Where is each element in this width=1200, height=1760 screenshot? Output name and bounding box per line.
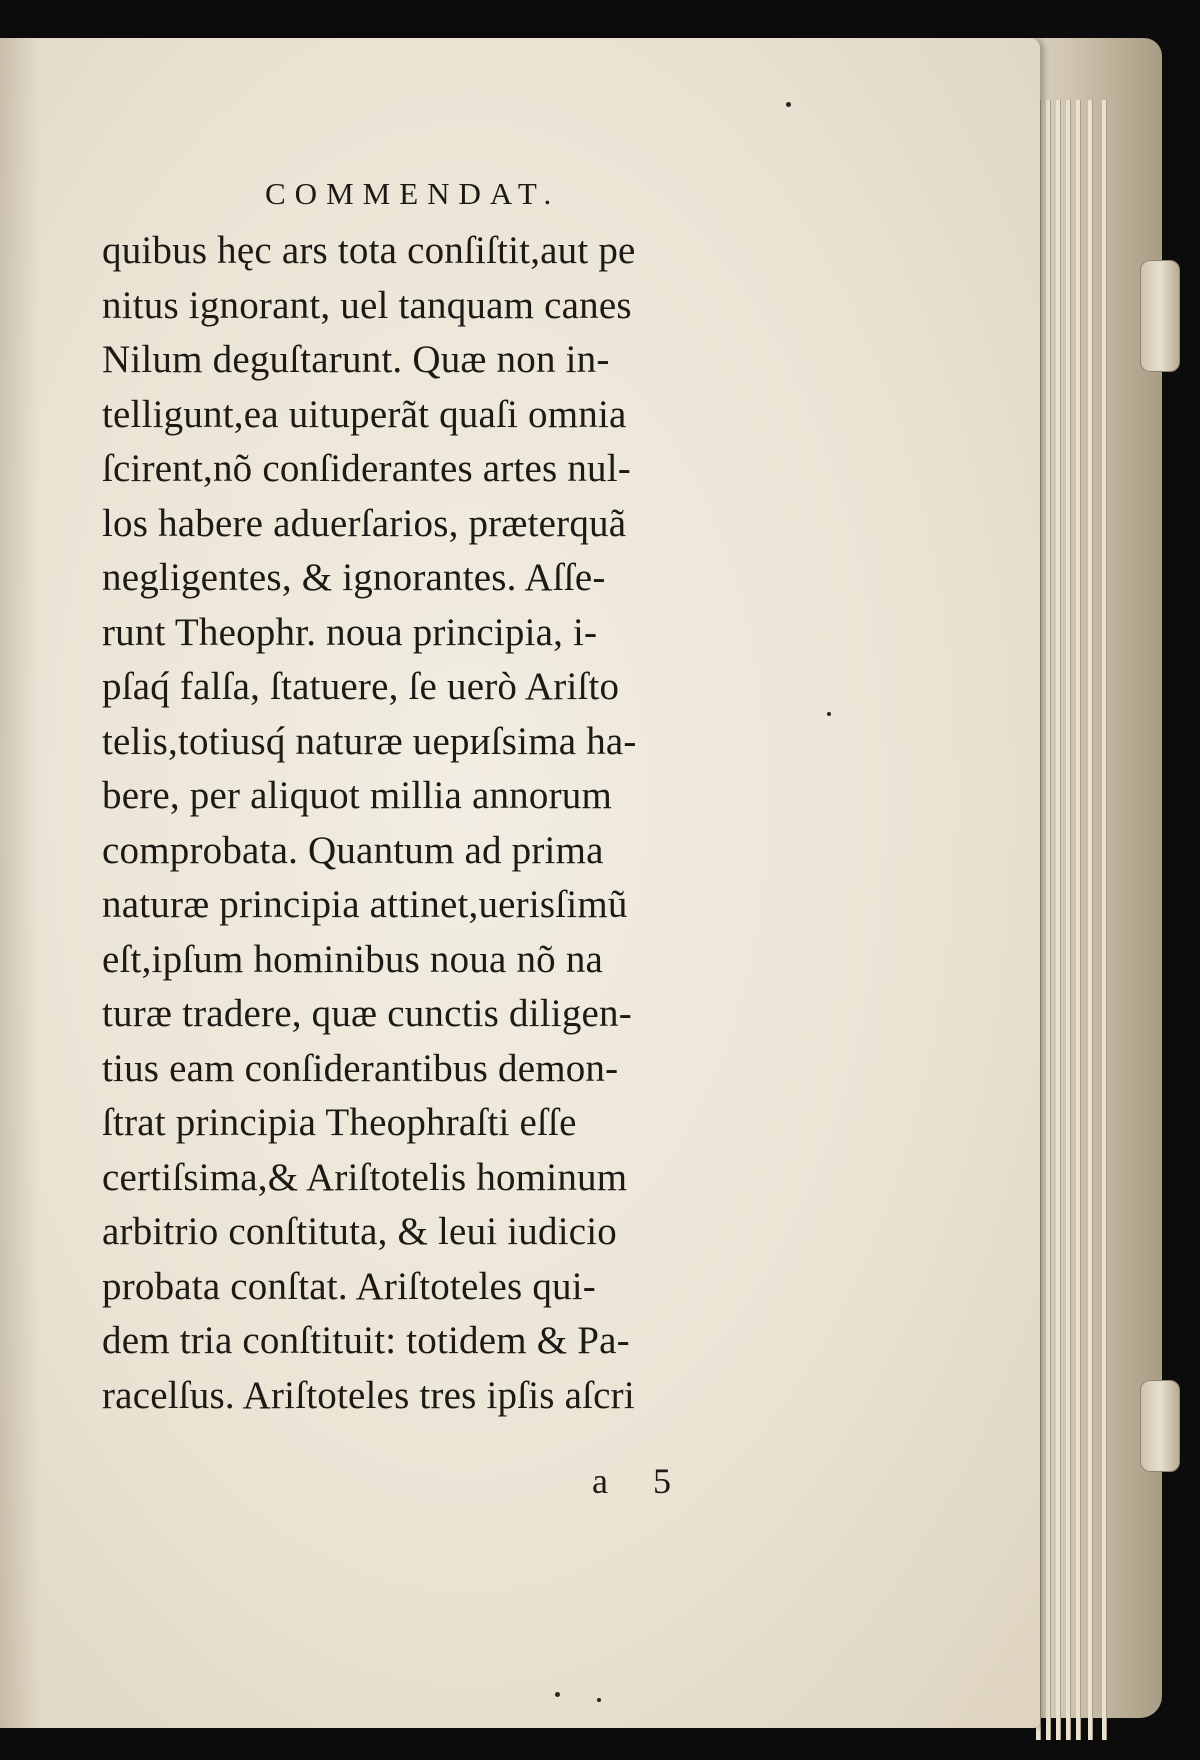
page-edge xyxy=(1102,100,1107,1740)
text-line: Nilum deguſtarunt. Quæ non in- xyxy=(102,338,610,381)
text-line: quibus hęc ars tota conſiſtit,aut pe xyxy=(102,229,636,272)
page-edge xyxy=(1088,100,1093,1740)
text-line: telis,totiusq́ naturæ uериſsima ha- xyxy=(102,719,637,763)
ink-speck xyxy=(555,1692,560,1697)
page-edge xyxy=(1076,100,1081,1740)
running-head: COMMENDAT. xyxy=(265,176,561,211)
text-line: los habere aduerſarios, præterquã xyxy=(102,501,627,545)
text-line: comprobata. Quantum ad prima xyxy=(102,828,604,872)
text-line: tius eam conſiderantibus demon- xyxy=(102,1046,619,1090)
ink-speck xyxy=(597,1698,601,1702)
text-line: eſt,ipſum hominibus noua nõ na xyxy=(102,937,604,981)
text-line: racelſus. Ariſtoteles tres ipſis aſcri xyxy=(102,1373,635,1417)
ink-speck xyxy=(827,712,831,716)
ink-speck xyxy=(786,102,791,107)
page-edge xyxy=(1066,100,1071,1740)
text-line: bere, per aliquot millia annorum xyxy=(102,774,612,817)
text-line: negligentes, & ignorantes. Aſſe- xyxy=(102,556,606,599)
signature-mark: a 5 xyxy=(592,1461,689,1501)
text-line: turæ tradere, quæ cunctis diligen- xyxy=(102,992,632,1035)
text-line: nitus ignorant, uel tanquam canes xyxy=(102,283,632,327)
text-line: arbitrio conſtituta, & leui iudicio xyxy=(102,1210,617,1253)
text-line: certiſsima,& Ariſtotelis hominum xyxy=(102,1155,628,1199)
text-line: runt Theophr. noua principia, i- xyxy=(102,610,598,654)
page-edge xyxy=(1046,100,1051,1740)
text-line: ſcirent,nõ conſiderantes artes nul- xyxy=(102,447,631,490)
clasp-tie-top xyxy=(1140,260,1180,372)
page-edge xyxy=(1056,100,1061,1740)
clasp-tie-bottom xyxy=(1140,1380,1180,1472)
text-line: telligunt,ea uituperãt quaſi omnia xyxy=(102,392,627,436)
text-line: ſtrat principia Theophraſti eſſe xyxy=(102,1101,577,1144)
body-text xyxy=(102,224,792,1423)
text-line: dem tria conſtituit: totidem & Pa- xyxy=(102,1319,630,1362)
text-line: probata conſtat. Ariſtoteles qui- xyxy=(102,1264,596,1308)
text-line: pſaq́ falſa, ſtatuere, ſe uerò Ariſto xyxy=(102,665,620,708)
gutter-shadow xyxy=(0,38,40,1728)
text-line: naturæ principia attinet,uerisſimũ xyxy=(102,883,628,926)
